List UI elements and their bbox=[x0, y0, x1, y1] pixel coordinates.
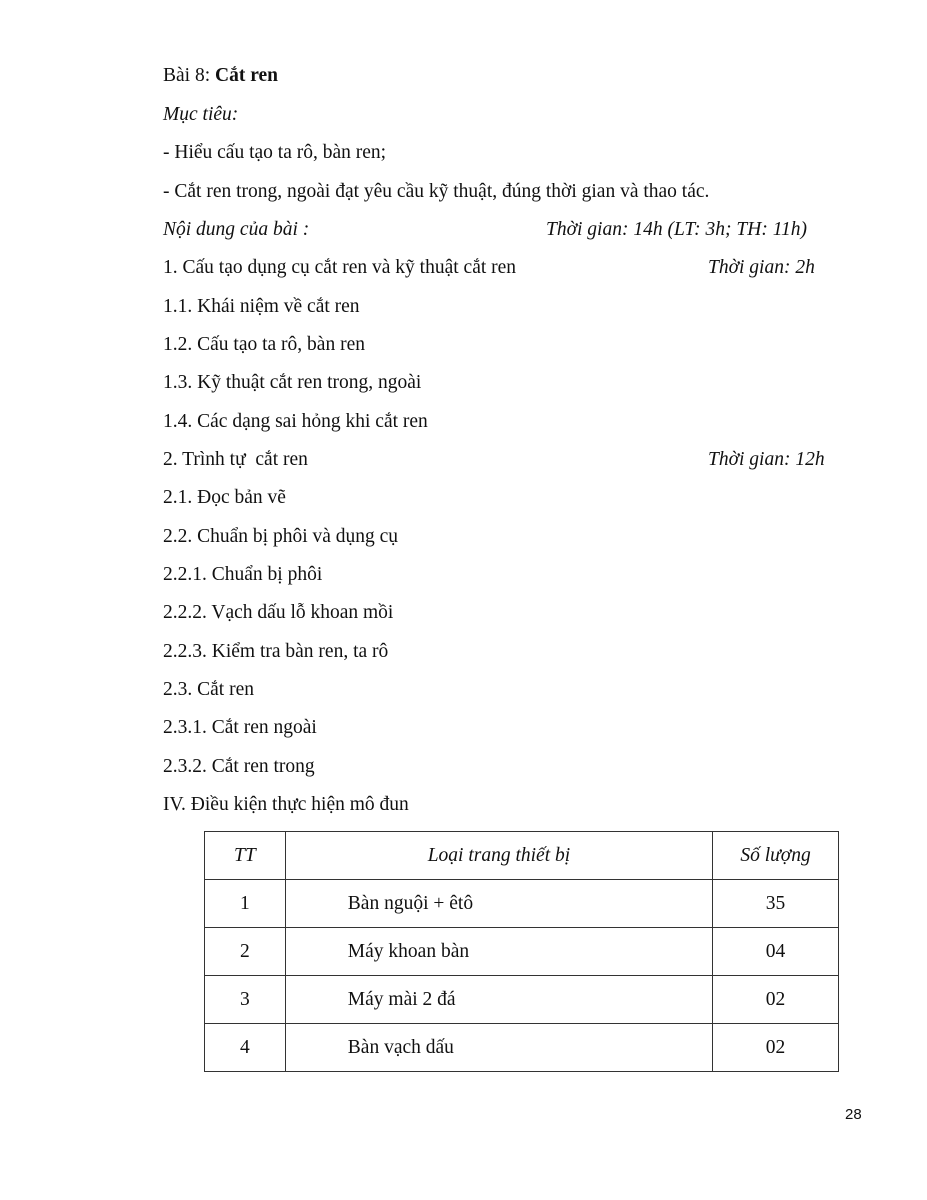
section-item: 2.2.3. Kiểm tra bàn ren, ta rô bbox=[163, 641, 389, 662]
conditions-heading: IV. Điều kiện thực hiện mô đun bbox=[163, 794, 409, 815]
lesson-title: Cắt ren bbox=[215, 65, 279, 86]
cell-equipment: Máy khoan bàn bbox=[285, 928, 712, 976]
cell-quantity: 02 bbox=[713, 976, 839, 1024]
cell-equipment: Máy mài 2 đá bbox=[285, 976, 712, 1024]
total-time: Thời gian: 14h (LT: 3h; TH: 11h) bbox=[546, 219, 808, 240]
objective-item: - Hiểu cấu tạo ta rô, bàn ren; bbox=[163, 142, 387, 163]
header-tt: TT bbox=[205, 832, 286, 880]
cell-equipment: Bàn vạch dấu bbox=[285, 1024, 712, 1072]
header-quantity: Số lượng bbox=[713, 832, 839, 880]
header-equipment: Loại trang thiết bị bbox=[285, 832, 712, 880]
table-row bbox=[205, 976, 839, 1024]
section-item: 1.2. Cấu tạo ta rô, bàn ren bbox=[163, 334, 365, 355]
cell-quantity: 04 bbox=[713, 928, 839, 976]
section-item: 2.2.2. Vạch dấu lỗ khoan mồi bbox=[163, 602, 394, 623]
section-item: 2.3. Cắt ren bbox=[163, 679, 254, 700]
cell-tt: 2 bbox=[205, 928, 286, 976]
lesson-heading bbox=[163, 64, 278, 88]
section-time: Thời gian: 2h bbox=[708, 257, 815, 278]
objective-item: - Cắt ren trong, ngoài đạt yêu cầu kỹ thuật, đúng thời gian và thao tác. bbox=[163, 181, 710, 202]
cell-quantity: 02 bbox=[713, 1024, 839, 1072]
table-row bbox=[205, 880, 839, 928]
page-number: 28 bbox=[845, 1106, 862, 1123]
cell-equipment: Bàn nguội + êtô bbox=[285, 880, 712, 928]
table-row bbox=[205, 928, 839, 976]
section-item: 1.4. Các dạng sai hỏng khi cắt ren bbox=[163, 411, 428, 432]
section-time: Thời gian: 12h bbox=[708, 449, 825, 470]
section-item: 2.3.2. Cắt ren trong bbox=[163, 756, 315, 777]
equipment-table bbox=[204, 831, 839, 1072]
section-item: 2. Trình tự cắt ren bbox=[163, 449, 308, 470]
cell-tt: 1 bbox=[205, 880, 286, 928]
section-item: 2.2. Chuẩn bị phôi và dụng cụ bbox=[163, 526, 399, 547]
section-item: 2.3.1. Cắt ren ngoài bbox=[163, 717, 317, 738]
lesson-prefix: Bài 8: bbox=[163, 65, 215, 86]
section-item: 1. Cấu tạo dụng cụ cắt ren và kỹ thuật cắt ren bbox=[163, 257, 517, 278]
section-item: 1.3. Kỹ thuật cắt ren trong, ngoài bbox=[163, 372, 422, 393]
cell-tt: 4 bbox=[205, 1024, 286, 1072]
table-header-row bbox=[205, 832, 839, 880]
content-label: Nội dung của bài : bbox=[163, 219, 310, 240]
objectives-label: Mục tiêu: bbox=[163, 104, 239, 125]
section-item: 2.1. Đọc bản vẽ bbox=[163, 487, 286, 508]
section-item: 2.2.1. Chuẩn bị phôi bbox=[163, 564, 323, 585]
cell-tt: 3 bbox=[205, 976, 286, 1024]
section-item: 1.1. Khái niệm về cắt ren bbox=[163, 296, 360, 317]
table-row bbox=[205, 1024, 839, 1072]
cell-quantity: 35 bbox=[713, 880, 839, 928]
